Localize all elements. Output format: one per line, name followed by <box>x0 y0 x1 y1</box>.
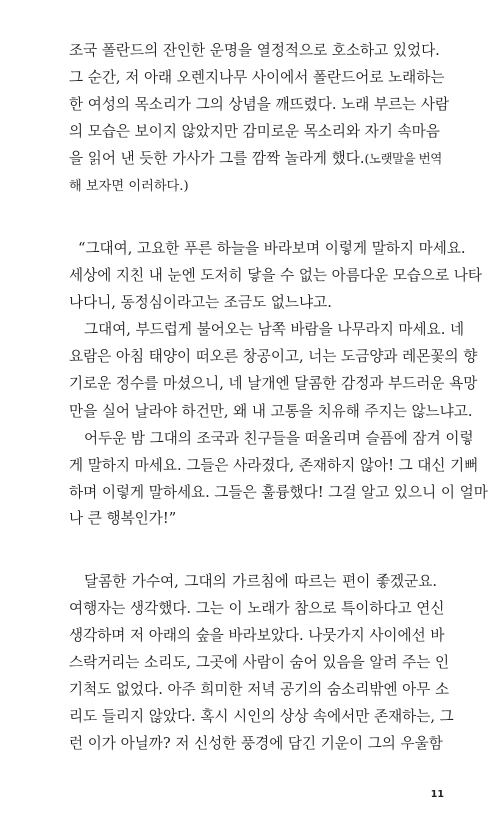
text-line: 그 순간, 저 아래 오렌지나무 사이에서 폴란드어로 노래하는 <box>69 69 445 86</box>
text-line: 어두운 밤 그대의 조국과 친구들을 떠올리며 슬픔에 잠겨 이렇 <box>84 430 474 447</box>
text-line-main: 을 읽어 낸 듯한 가사가 그를 깜짝 놀라게 했다. <box>69 150 365 167</box>
text-line: 여행자는 생각했다. 그는 이 노래가 참으로 특이하다고 연신 <box>69 600 445 617</box>
text-line: 달콤한 가수여, 그대의 가르침에 따르는 편이 좋겠군요. <box>84 573 437 590</box>
text-line: 요람은 아침 태양이 떠오른 창공이고, 너는 도금양과 레몬꽃의 향 <box>69 348 478 365</box>
text-line: 한 여성의 목소리가 그의 상념을 깨뜨렸다. 노래 부르는 사람 <box>69 96 450 113</box>
text-line: 세상에 지친 내 눈엔 도저히 닿을 수 없는 아름다운 모습으로 나타 <box>69 267 482 284</box>
text-line: 나다니, 동정심이라고는 조금도 없느냐고. <box>69 294 332 311</box>
text-line: 런 이가 아닐까? 저 신성한 풍경에 담긴 기운이 그의 우울함 <box>69 735 443 752</box>
text-line: 생각하며 저 아래의 숲을 바라보았다. 나뭇가지 사이에선 바 <box>69 627 445 644</box>
text-line: 게 말하지 마세요. 그들은 사라졌다, 존재하지 않아! 그 대신 기뻐 <box>69 457 479 474</box>
text-line: 그대여, 부드럽게 불어오는 남쪽 바람을 나무라지 마세요. 네 <box>84 321 465 338</box>
text-line: 나 큰 행복인가!” <box>69 510 177 527</box>
text-line: 만을 실어 날라야 하건만, 왜 내 고통을 치유해 주지는 않느냐고. <box>69 403 473 420</box>
text-line: 해 보자면 이러하다.) <box>69 179 189 194</box>
page-number: 11 <box>430 789 444 800</box>
text-line: 스락거리는 소리도, 그곳에 사람이 숨어 있음을 알려 주는 인 <box>69 654 450 671</box>
text-line: 조국 폴란드의 잔인한 운명을 열정적으로 호소하고 있었다. <box>69 42 440 59</box>
text-line: “그대여, 고요한 푸른 하늘을 바라보며 이렇게 말하지 마세요. <box>78 240 466 257</box>
translator-note: (노랫말을 번역 <box>364 151 442 166</box>
text-line <box>69 149 442 169</box>
text-line: 하며 이렇게 말하세요. 그들은 훌륭했다! 그걸 알고 있으니 이 얼마 <box>69 484 488 501</box>
text-line: 기로운 정수를 마셨으니, 네 날개엔 달콤한 감정과 부드러운 욕망 <box>69 375 478 392</box>
text-line: 의 모습은 보이지 않았지만 감미로운 목소리와 자기 속마음 <box>69 123 440 140</box>
text-line: 기척도 없었다. 아주 희미한 저녁 공기의 숨소리밖엔 아무 소 <box>69 681 450 698</box>
text-line: 리도 들리지 않았다. 혹시 시인의 상상 속에서만 존재하는, 그 <box>69 708 454 725</box>
